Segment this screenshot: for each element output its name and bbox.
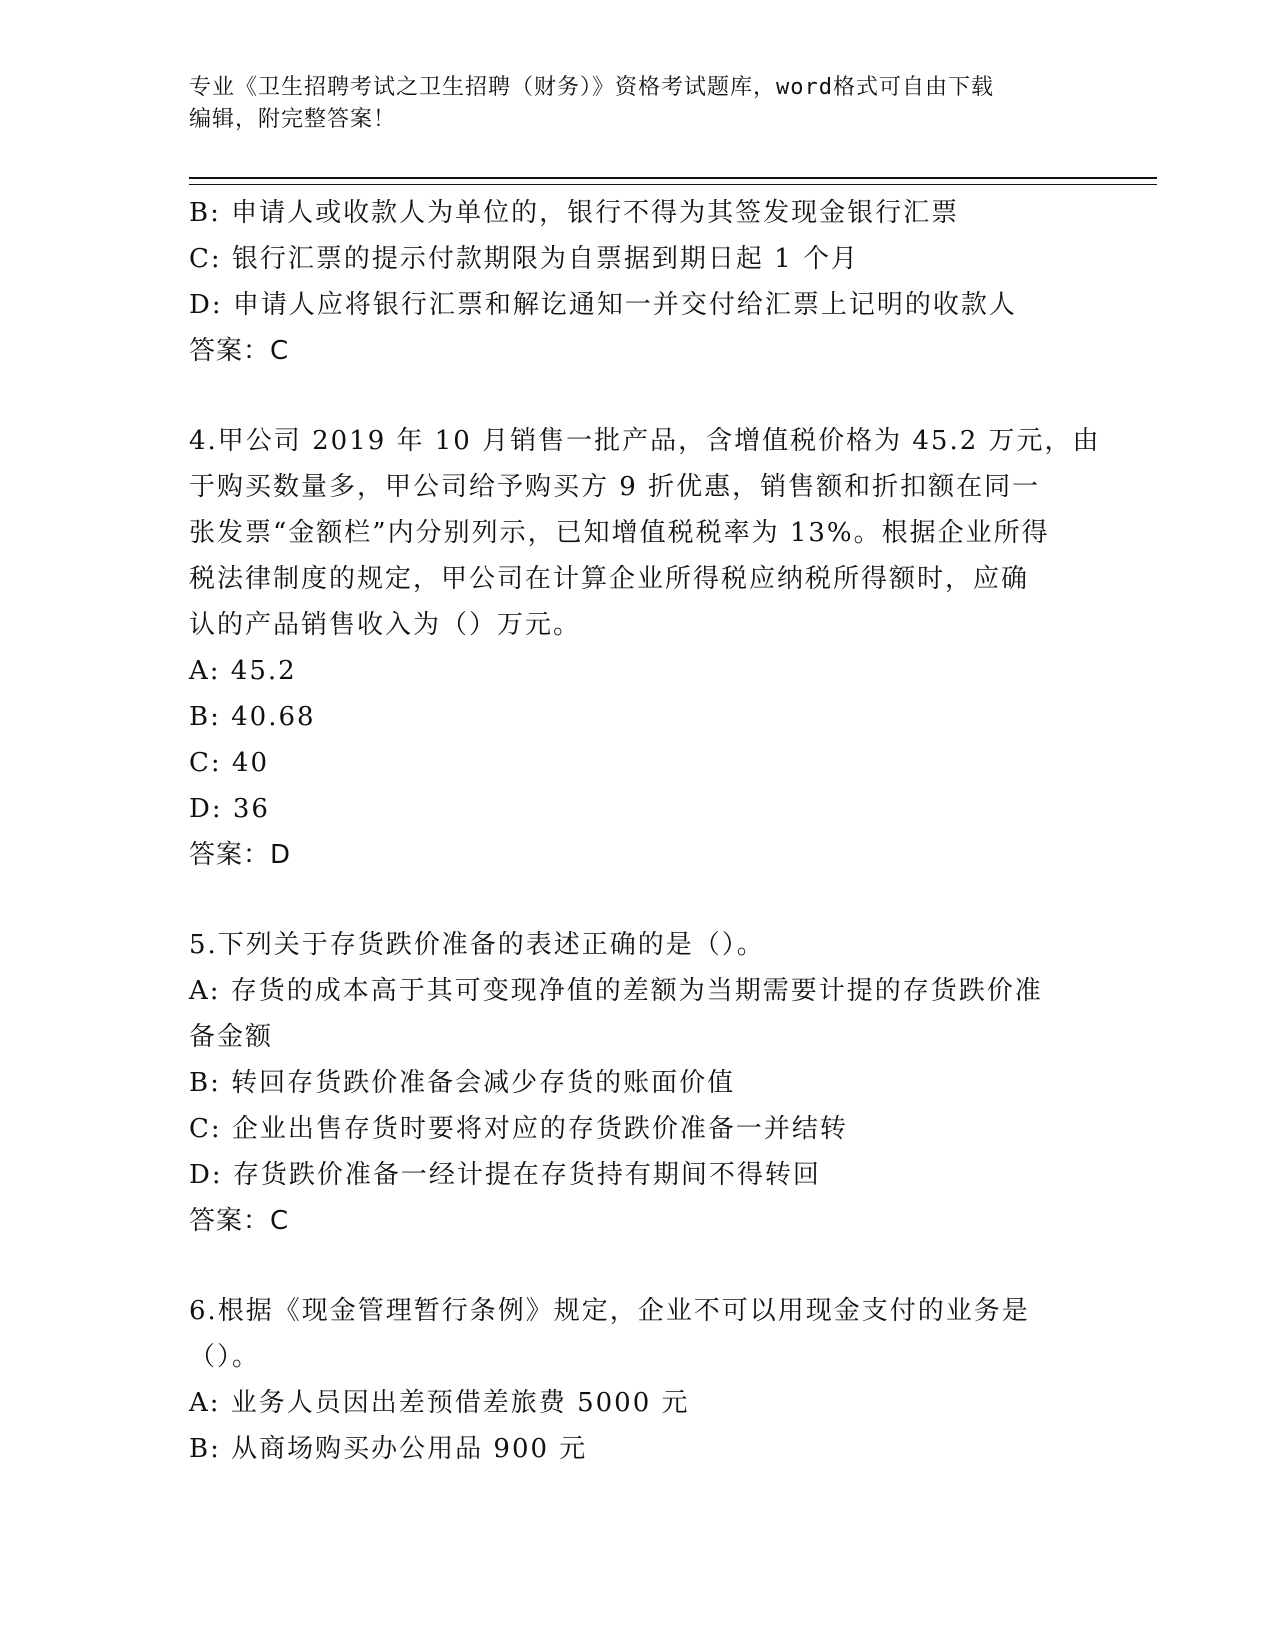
question-text-line: 张发票“金额栏”内分别列示，已知增值税税率为 13%。根据企业所得 xyxy=(189,518,1050,548)
option-a: A: 45.2 xyxy=(189,656,297,686)
question-3-continued xyxy=(189,190,1089,374)
header-rule-thick xyxy=(189,177,1157,179)
option-c: C: 银行汇票的提示付款期限为自票据到期日起 1 个月 xyxy=(189,244,859,274)
answer-label: 答案：D xyxy=(189,840,292,870)
option-d: D: 申请人应将银行汇票和解讫通知一并交付给汇票上记明的收款人 xyxy=(189,290,1017,320)
header-line-2: 编辑，附完整答案！ xyxy=(189,107,397,132)
option-b: B: 从商场购买办公用品 900 元 xyxy=(189,1434,588,1464)
question-text-line: 税法律制度的规定，甲公司在计算企业所得税应纳税所得额时，应确 xyxy=(189,564,1030,594)
option-a: A: 业务人员因出差预借差旅费 5000 元 xyxy=(189,1388,690,1418)
spacer xyxy=(189,878,1089,922)
document-body xyxy=(189,190,1101,1472)
spacer xyxy=(189,1244,1089,1288)
question-text-line: （）。 xyxy=(189,1342,261,1372)
option-d: D: 36 xyxy=(189,794,270,824)
header-rule-thin xyxy=(189,184,1157,185)
answer-label: 答案：C xyxy=(189,336,290,366)
answer-label: 答案：C xyxy=(189,1206,290,1236)
question-4 xyxy=(189,418,1101,878)
option-b: B: 转回存货跌价准备会减少存货的账面价值 xyxy=(189,1068,736,1098)
option-b: B: 40.68 xyxy=(189,702,316,732)
spacer xyxy=(189,374,1089,418)
question-5 xyxy=(189,922,1089,1244)
option-c: C: 40 xyxy=(189,748,270,778)
question-text-line: 于购买数量多，甲公司给予购买方 9 折优惠，销售额和折扣额在同一 xyxy=(189,472,1041,502)
document-header xyxy=(189,72,1089,136)
question-text-line: 认的产品销售收入为（）万元。 xyxy=(189,610,582,640)
question-text-line: 4.甲公司 2019 年 10 月销售一批产品，含增值税价格为 45.2 万元，由 xyxy=(189,426,1101,456)
question-text-line: 6.根据《现金管理暂行条例》规定，企业不可以用现金支付的业务是 xyxy=(189,1296,1030,1326)
question-6 xyxy=(189,1288,1089,1472)
option-b: B: 申请人或收款人为单位的，银行不得为其签发现金银行汇票 xyxy=(189,198,960,228)
header-line-1: 专业《卫生招聘考试之卫生招聘（财务）》资格考试题库，word格式可自由下载 xyxy=(189,75,994,100)
option-c: C: 企业出售存货时要将对应的存货跌价准备一并结转 xyxy=(189,1114,848,1144)
question-text-line: 5.下列关于存货跌价准备的表述正确的是（）。 xyxy=(189,930,765,960)
option-a: A: 存货的成本高于其可变现净值的差额为当期需要计提的存货跌价准 xyxy=(189,976,1043,1006)
option-a-continued: 备金额 xyxy=(189,1022,274,1052)
option-d: D: 存货跌价准备一经计提在存货持有期间不得转回 xyxy=(189,1160,821,1190)
